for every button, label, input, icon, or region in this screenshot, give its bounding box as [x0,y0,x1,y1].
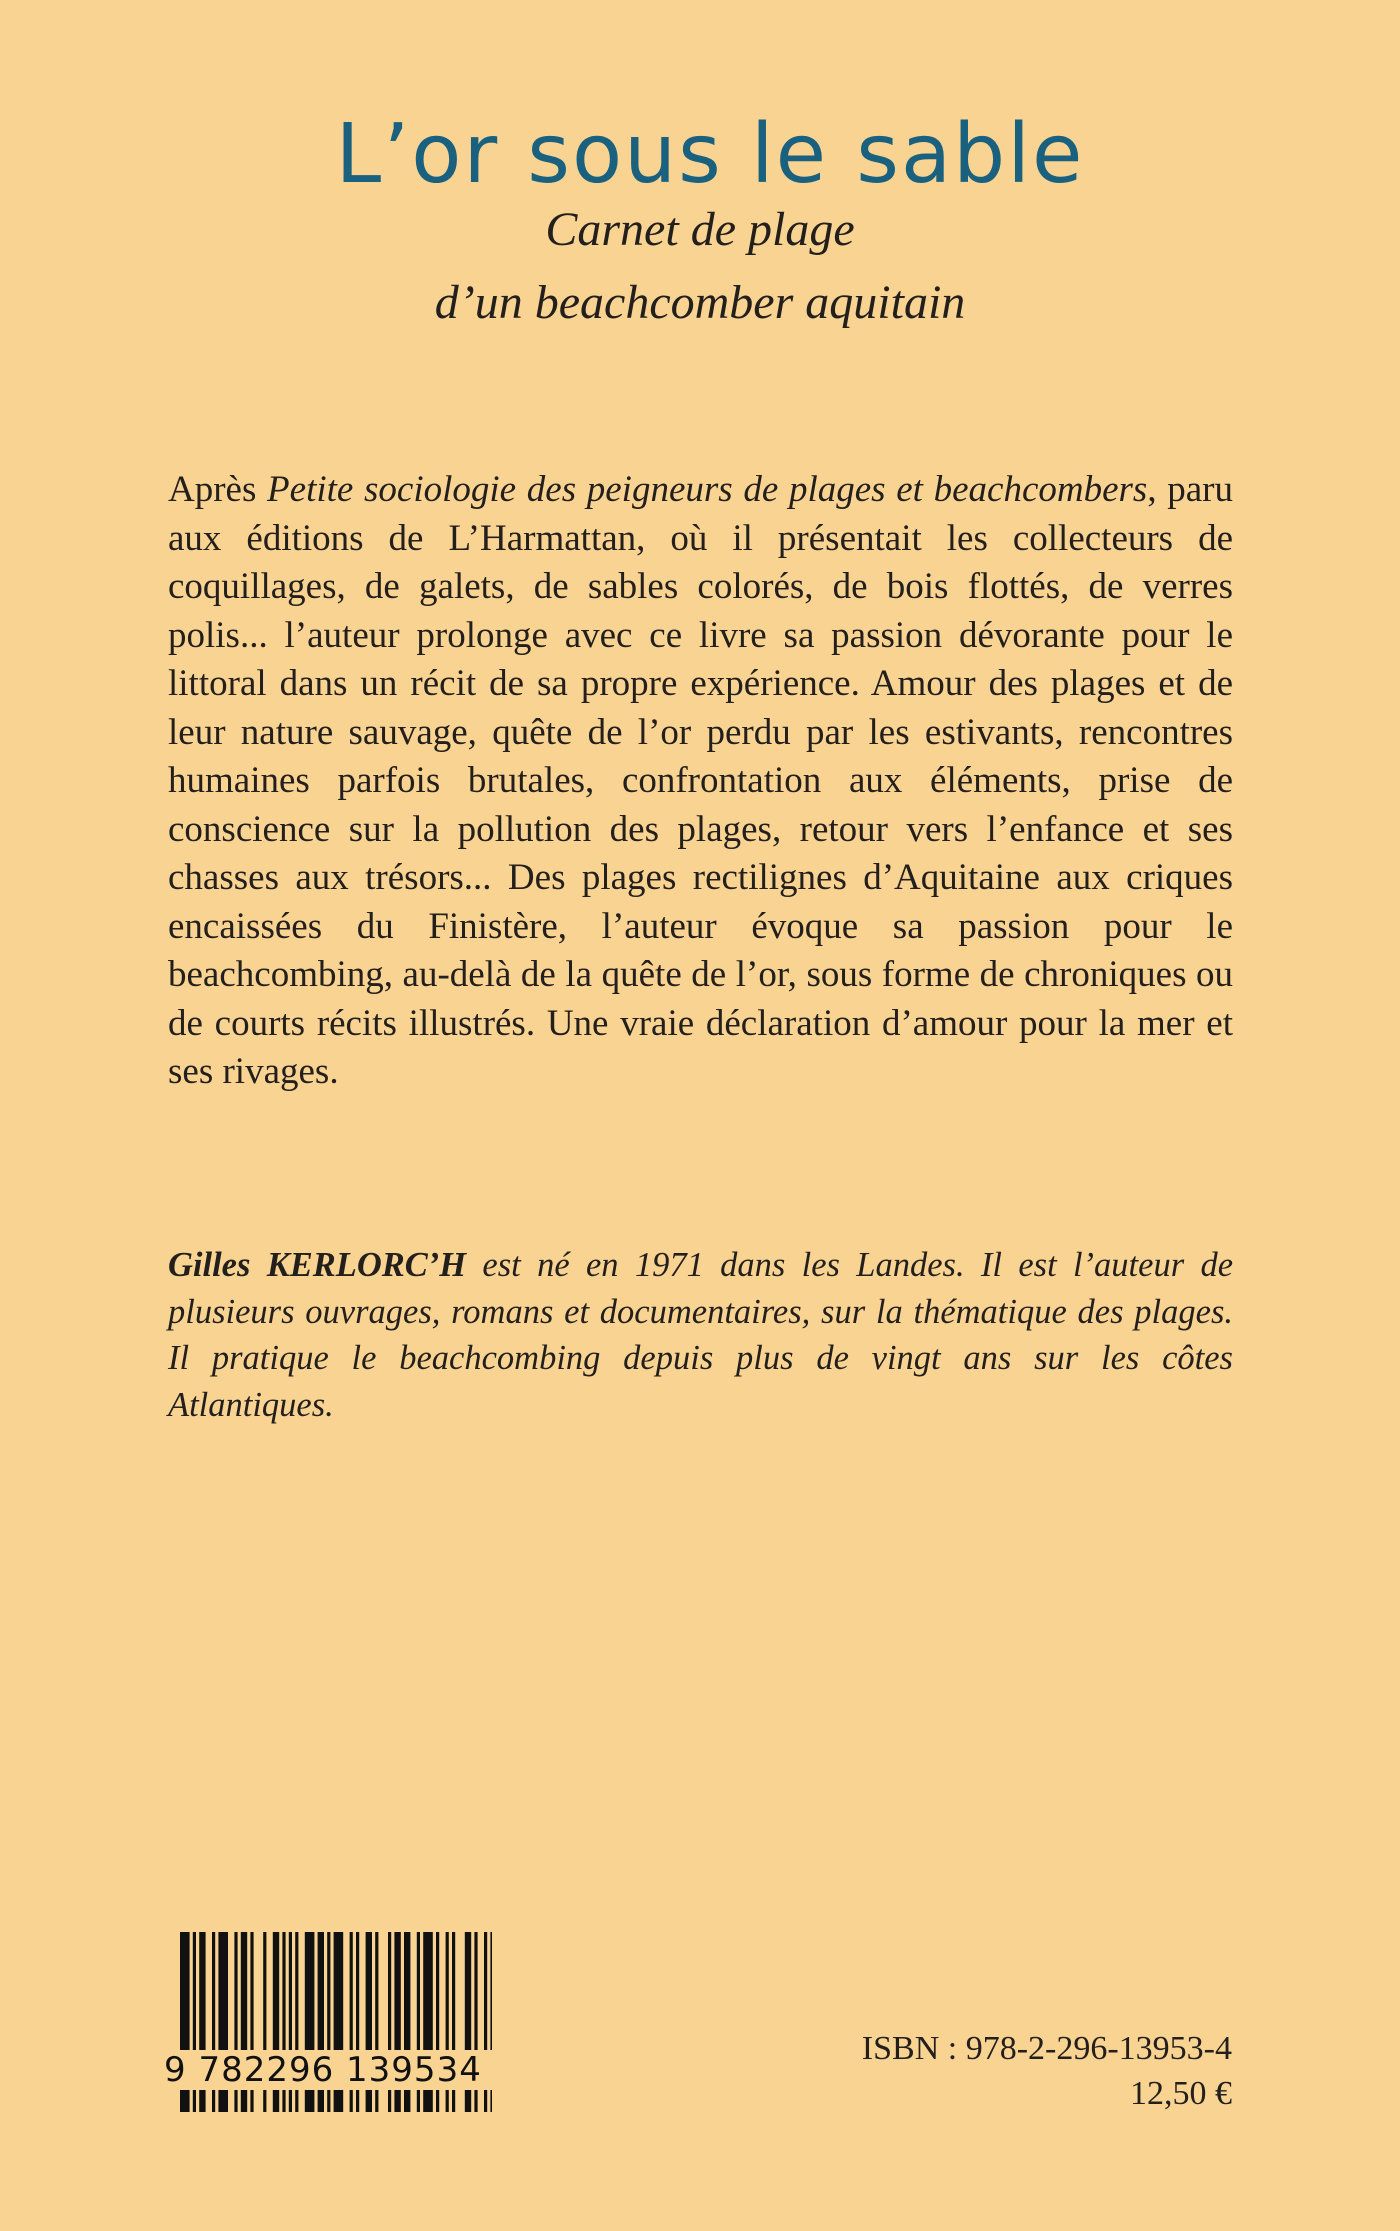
isbn-number: ISBN : 978-2-296-13953-4 [861,2030,1232,2067]
description-intro: Après [168,469,268,510]
description-body: , paru aux éditions de L’Harmattan, où il présentait les collecteurs de coquillages, de galets, de sables colorés, de bois flottés, de verres polis... l’auteur prolonge avec ce livre sa passion dévorante pour le littoral dans un récit de sa propre expérience. Amour des plages et de leur nature sauvage, quête de l’or perdu par les estivants, rencontres humaines parfois brutales, confrontation aux éléments, prise de conscience sur la pollution des plages, retour vers l’enfance et ses chasses aux trésors... Des plages rectilignes d’Aquitaine aux criques encaissées du Finistère, l’auteur évoque sa passion pour le beachcombing, au-delà de la quête de l’or, sous forme de chroniques ou de courts récits illustrés. Une vraie déclaration d’amour pour la mer et ses rivages. [168,469,1233,1092]
book-price: 12,50 € [1130,2075,1232,2112]
referenced-book-title: Petite sociologie des peigneurs de plages et beachcombers [267,469,1148,510]
book-subtitle-line-1: Carnet de plage [545,203,855,256]
book-title: L’or sous le sable [335,107,1085,202]
author-name: Gilles KERLORC’H [168,1246,467,1284]
author-bio-text: est né en 1971 dans les Landes. Il est l’auteur de plusieurs ouvrages, romans et documentaires, sur la thématique des plages. Il pratique le beachcombing depuis plus de vingt ans sur les côtes Atlantiques. [168,1246,1234,1424]
book-subtitle-line-2: d’un beachcomber aquitain [434,276,966,329]
book-description [168,466,1233,1097]
author-biography [168,1242,1233,1428]
barcode-digits: 9 782296 139534 [160,2050,504,2090]
